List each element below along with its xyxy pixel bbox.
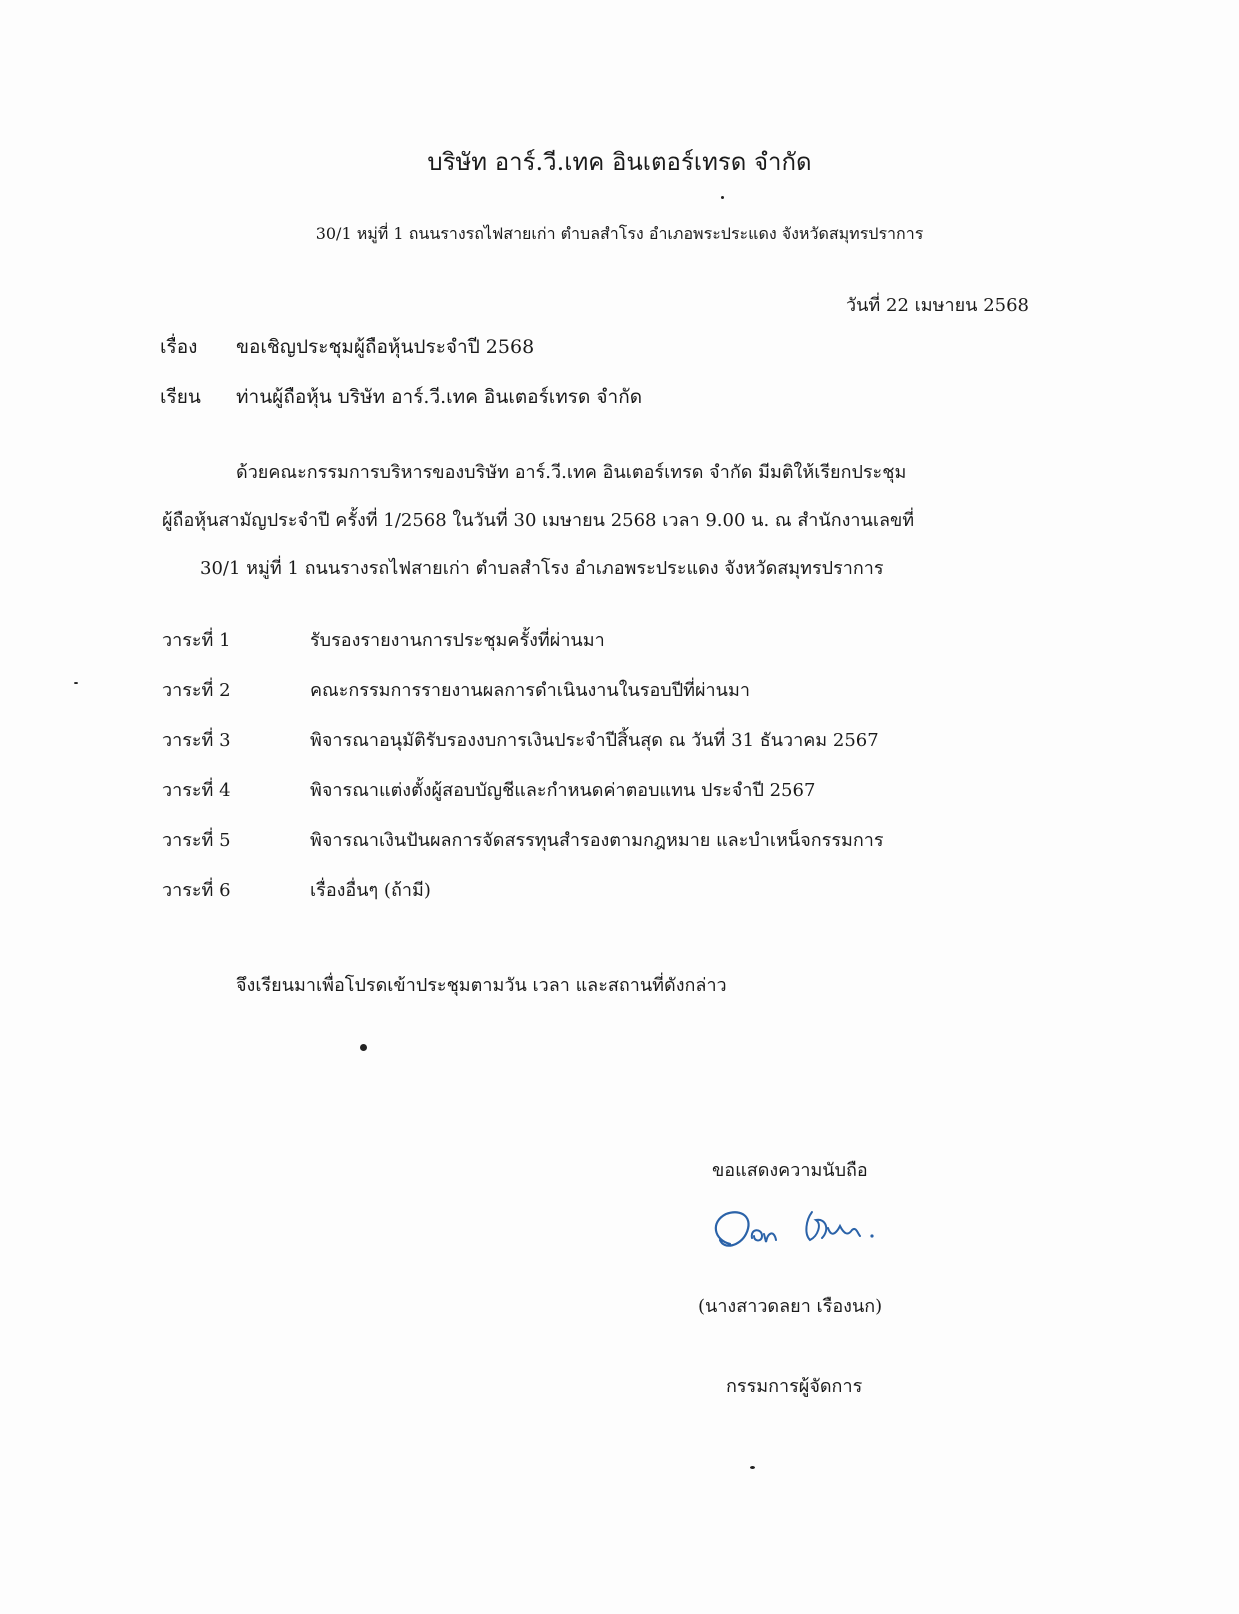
agenda-item-label: วาระที่ 4 (162, 780, 231, 801)
agenda-item-text: รับรองรายงานการประชุมครั้งที่ผ่านมา (310, 630, 605, 651)
ink-speck (360, 1044, 367, 1051)
company-name: บริษัท อาร์.วี.เทค อินเตอร์เทรด จำกัด (427, 148, 812, 176)
agenda-item-text: คณะกรรมการรายงานผลการดำเนินงานในรอบปีที่ผ่านมา (310, 680, 750, 701)
agenda-item-label: วาระที่ 1 (162, 630, 231, 651)
body-line-2: ผู้ถือหุ้นสามัญประจำปี ครั้งที่ 1/2568 ในวันที่ 30 เมษายน 2568 เวลา 9.00 น. ณ สำนักงานเลขที่ (162, 510, 915, 531)
recipient-label: เรียน (160, 386, 201, 408)
subject-label: เรื่อง (160, 336, 198, 358)
agenda-item-label: วาระที่ 5 (162, 830, 231, 851)
agenda-item-label: วาระที่ 6 (162, 880, 231, 901)
signer-title: กรรมการผู้จัดการ (726, 1376, 863, 1397)
body-line-1: ด้วยคณะกรรมการบริหารของบริษัท อาร์.วี.เทค อินเตอร์เทรด จำกัด มีมติให้เรียกประชุม (236, 462, 907, 483)
ink-speck (721, 196, 724, 199)
subject-value: ขอเชิญประชุมผู้ถือหุ้นประจำปี 2568 (236, 336, 535, 358)
agenda-item-text: เรื่องอื่นๆ (ถ้ามี) (310, 880, 431, 901)
company-address: 30/1 หมู่ที่ 1 ถนนรางรถไฟสายเก่า ตำบลสำโรง อำเภอพระประแดง จังหวัดสมุทรปราการ (315, 224, 924, 243)
signature-icon (700, 1200, 900, 1270)
date-line: วันที่ 22 เมษายน 2568 (846, 295, 1029, 316)
closing-sentence: จึงเรียนมาเพื่อโปรดเข้าประชุมตามวัน เวลา และสถานที่ดังกล่าว (236, 975, 727, 996)
ink-speck (750, 1466, 755, 1469)
agenda-item-label: วาระที่ 2 (162, 680, 231, 701)
signer-name: (นางสาวดลยา เรืองนก) (698, 1296, 883, 1317)
agenda-item-text: พิจารณาเงินปันผลการจัดสรรทุนสำรองตามกฎหมาย และบำเหน็จกรรมการ (310, 830, 884, 851)
sign-off-regards: ขอแสดงความนับถือ (712, 1160, 868, 1181)
agenda-item-label: วาระที่ 3 (162, 730, 231, 751)
body-line-3: 30/1 หมู่ที่ 1 ถนนรางรถไฟสายเก่า ตำบลสำโรง อำเภอพระประแดง จังหวัดสมุทรปราการ (200, 558, 884, 579)
agenda-item-text: พิจารณาอนุมัติรับรองงบการเงินประจำปีสิ้นสุด ณ วันที่ 31 ธันวาคม 2567 (310, 730, 879, 751)
ink-speck (74, 682, 78, 684)
recipient-value: ท่านผู้ถือหุ้น บริษัท อาร์.วี.เทค อินเตอร์เทรด จำกัด (236, 386, 643, 408)
agenda-item-text: พิจารณาแต่งตั้งผู้สอบบัญชีและกำหนดค่าตอบแทน ประจำปี 2567 (310, 780, 816, 801)
